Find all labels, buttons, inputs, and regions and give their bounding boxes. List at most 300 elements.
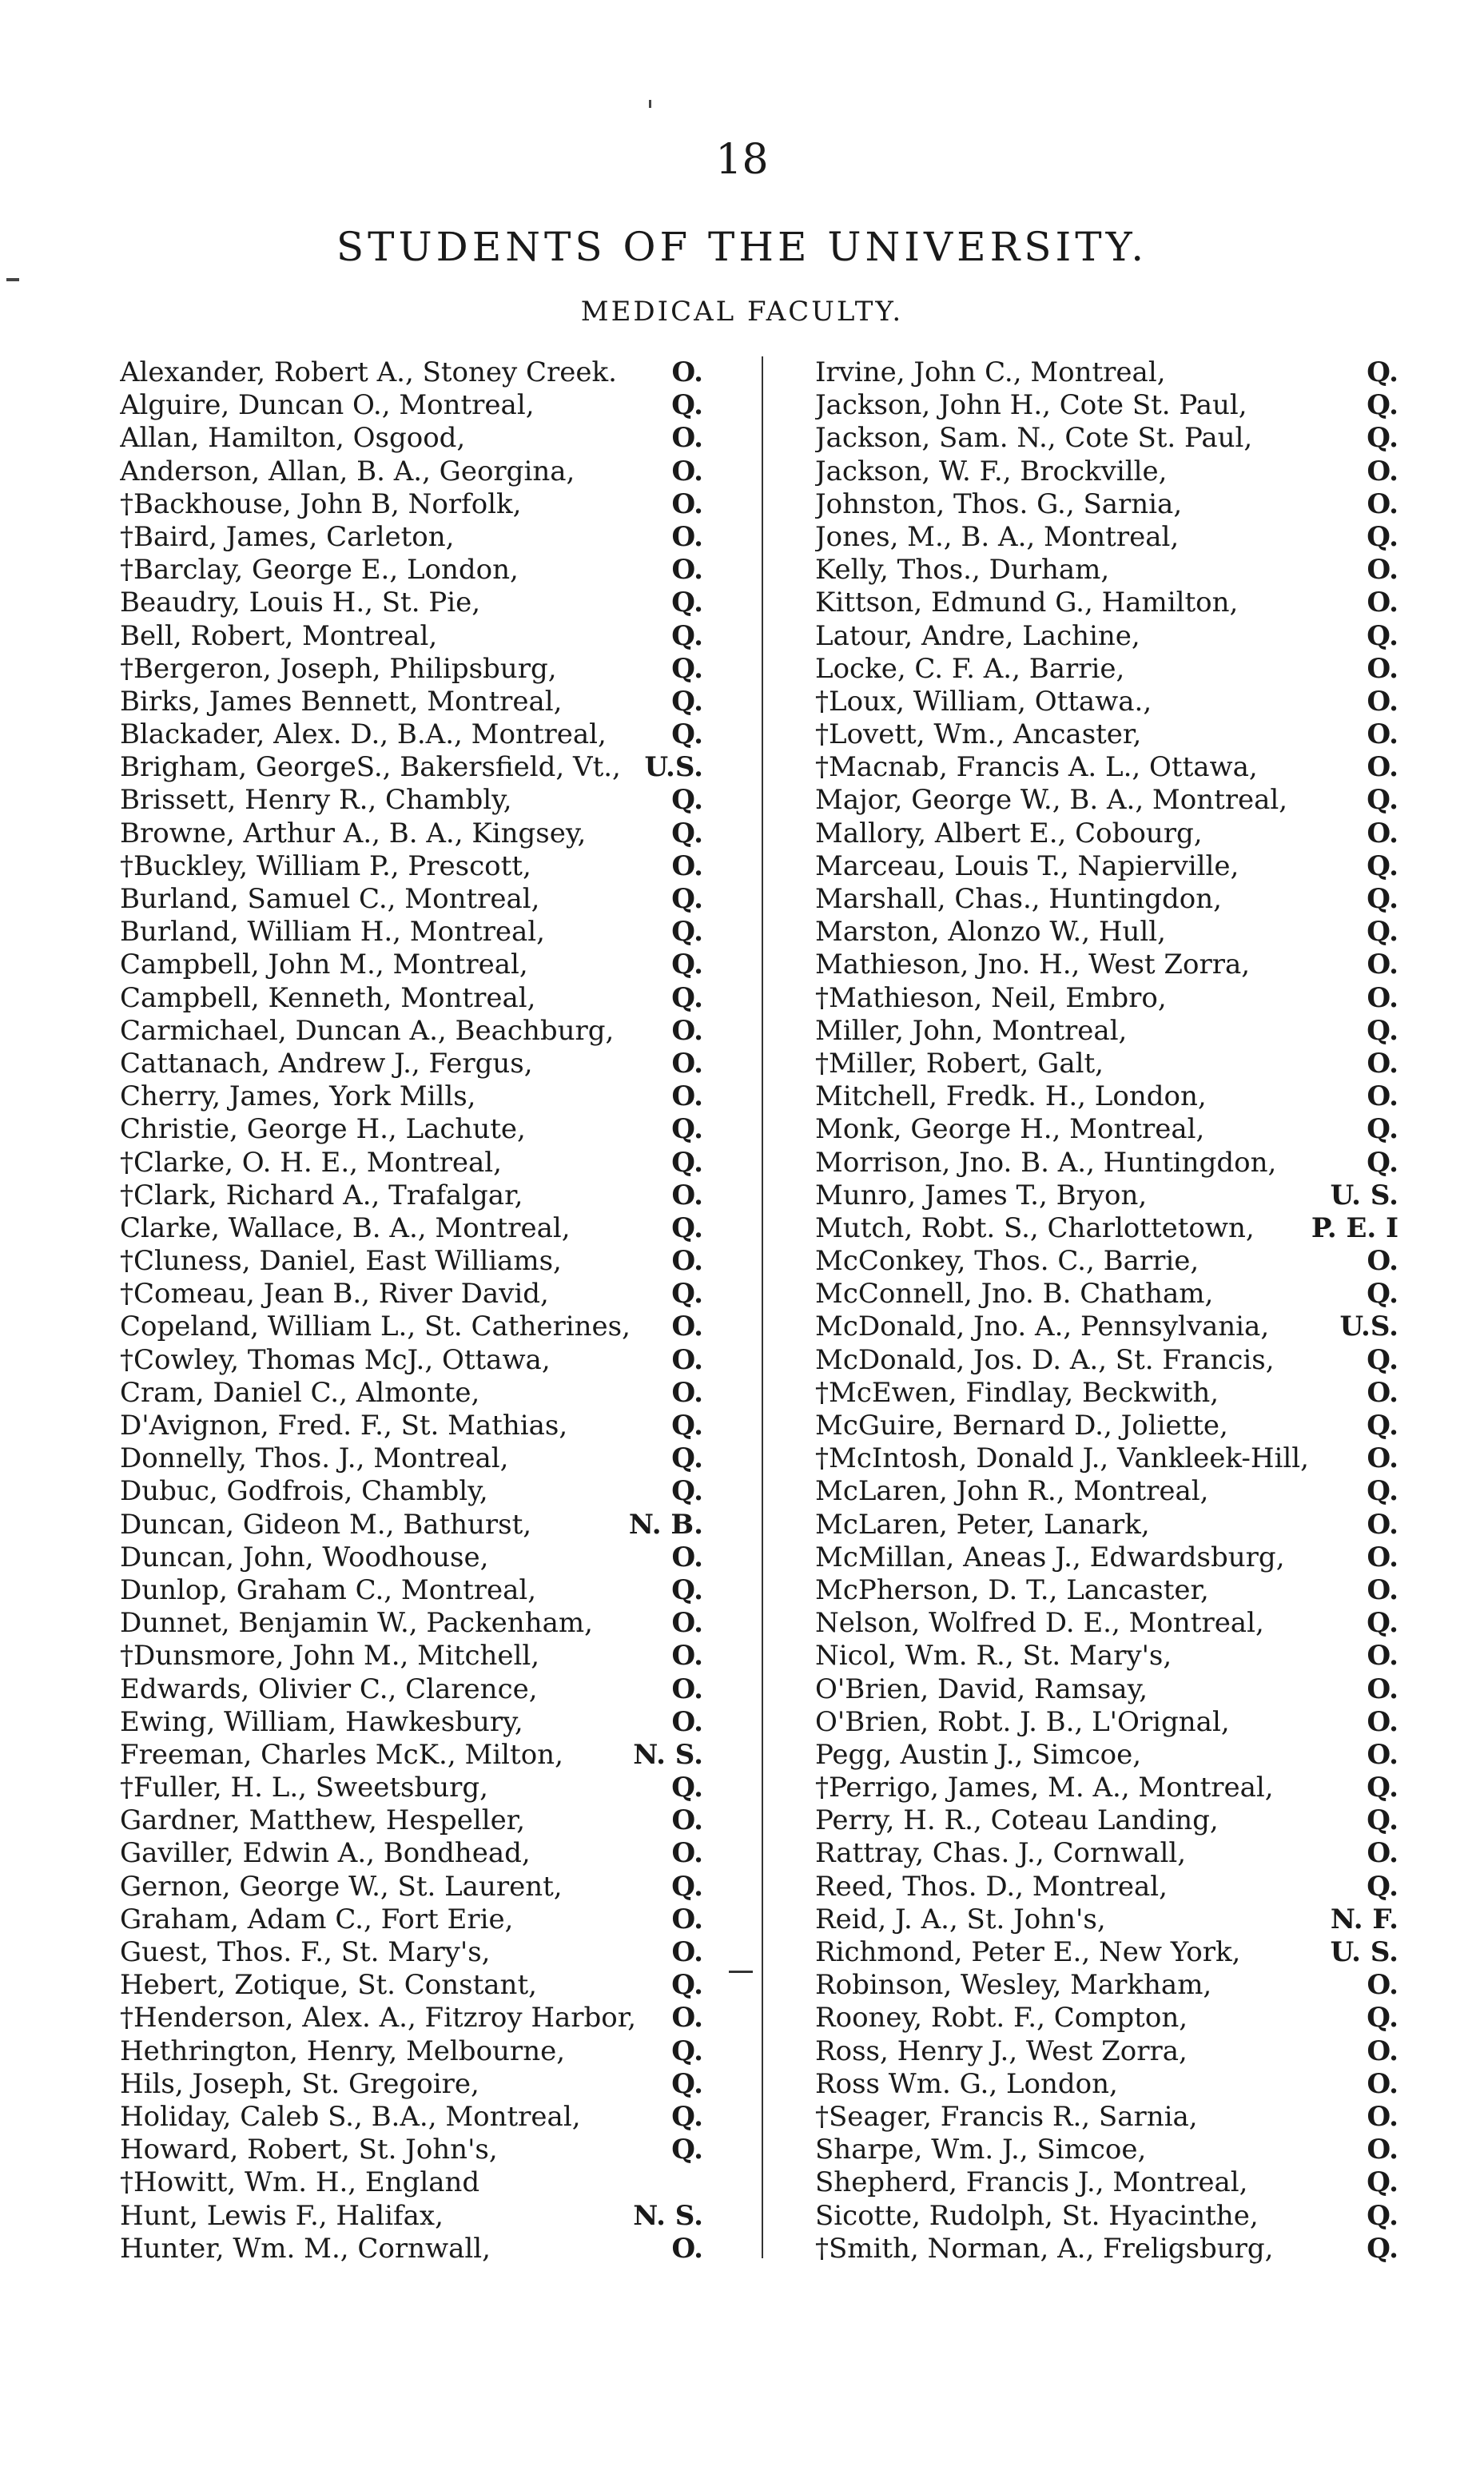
province-code: Q. xyxy=(671,389,703,422)
student-name: Johnston, Thos. G., Sarnia, xyxy=(815,487,1183,520)
student-name: Bell, Robert, Montreal, xyxy=(120,619,438,652)
student-entry xyxy=(120,389,703,422)
student-entry xyxy=(815,1804,1398,1837)
province-code: O. xyxy=(671,1014,703,1047)
province-code: Q. xyxy=(671,685,703,718)
province-code: O. xyxy=(1367,685,1398,718)
student-name: Reed, Thos. D., Montreal, xyxy=(815,1870,1168,1903)
province-code: Q. xyxy=(1367,1278,1398,1311)
province-code: O. xyxy=(671,1311,703,1343)
province-code: Q. xyxy=(671,1969,703,2002)
student-entry xyxy=(815,1377,1398,1410)
student-entry xyxy=(815,1410,1398,1442)
student-entry xyxy=(815,1936,1398,1969)
province-code: O. xyxy=(671,1640,703,1673)
province-code: O. xyxy=(1367,1837,1398,1870)
student-name: McGuire, Bernard D., Joliette, xyxy=(815,1410,1228,1442)
student-name: †Cluness, Daniel, East Williams, xyxy=(120,1245,562,1278)
student-name: Browne, Arthur A., B. A., Kingsey, xyxy=(120,817,587,849)
province-code: O. xyxy=(1367,1969,1398,2002)
student-name: Rattray, Chas. J., Cornwall, xyxy=(815,1837,1187,1870)
province-code: O. xyxy=(1367,554,1398,587)
student-entry xyxy=(120,1344,703,1377)
student-name: Copeland, William L., St. Catherines, xyxy=(120,1311,631,1343)
student-entry xyxy=(120,1607,703,1640)
student-entry xyxy=(120,1541,703,1574)
student-entry xyxy=(120,1212,703,1245)
province-code: Q. xyxy=(671,949,703,981)
student-name: †Buckley, William P., Prescott, xyxy=(120,849,531,882)
student-entry xyxy=(815,2035,1398,2068)
student-name: Ewing, William, Hawkesbury, xyxy=(120,1705,523,1738)
province-code: Q. xyxy=(671,784,703,817)
province-code: O. xyxy=(1367,2100,1398,2133)
province-code: Q. xyxy=(1367,619,1398,652)
student-name: McLaren, John R., Montreal, xyxy=(815,1475,1209,1508)
student-name: Brissett, Henry R., Chambly, xyxy=(120,784,512,817)
student-entry xyxy=(120,1015,703,1048)
student-name: McConnell, Jno. B. Chatham, xyxy=(815,1278,1214,1311)
student-entry xyxy=(815,1179,1398,1212)
province-code: O. xyxy=(671,1837,703,1870)
student-name: Marston, Alonzo W., Hull, xyxy=(815,916,1166,949)
left-column xyxy=(120,356,703,2265)
province-code: O. xyxy=(671,1903,703,1935)
column-divider xyxy=(762,356,763,2258)
student-name: Major, George W., B. A., Montreal, xyxy=(815,784,1288,817)
province-code: Q. xyxy=(671,2067,703,2100)
province-code: Q. xyxy=(671,1475,703,1508)
student-name: †Fuller, H. L., Sweetsburg, xyxy=(120,1772,488,1804)
province-code: Q. xyxy=(671,2035,703,2067)
student-name: Hunter, Wm. M., Cornwall, xyxy=(120,2232,491,2265)
student-name: Hils, Joseph, St. Gregoire, xyxy=(120,2067,479,2100)
student-name: Gernon, George W., St. Laurent, xyxy=(120,1870,563,1903)
student-name: McMillan, Aneas J., Edwardsburg, xyxy=(815,1541,1285,1573)
province-code: Q. xyxy=(671,2100,703,2133)
student-entry xyxy=(815,1574,1398,1607)
print-mark xyxy=(649,100,651,108)
student-name: Jackson, W. F., Brockville, xyxy=(815,455,1168,487)
student-entry xyxy=(815,850,1398,883)
student-entry xyxy=(120,686,703,718)
student-entry xyxy=(815,554,1398,587)
province-code: O. xyxy=(1367,1245,1398,1278)
student-name: Hunt, Lewis F., Halifax, xyxy=(120,2199,444,2232)
student-name: Marceau, Louis T., Napierville, xyxy=(815,849,1239,882)
student-entry xyxy=(120,653,703,686)
province-code: O. xyxy=(671,1705,703,1738)
province-code xyxy=(698,2166,703,2199)
student-entry xyxy=(815,620,1398,653)
student-name: †Cowley, Thomas McJ., Ottawa, xyxy=(120,1343,551,1376)
student-entry xyxy=(120,356,703,389)
student-entry xyxy=(815,1245,1398,1278)
page-number: 18 xyxy=(715,136,769,184)
province-code: Q. xyxy=(671,619,703,652)
province-code: Q. xyxy=(1367,1146,1398,1179)
province-code: Q. xyxy=(671,652,703,685)
student-entry xyxy=(120,2002,703,2035)
student-entry xyxy=(120,2068,703,2101)
province-code: O. xyxy=(671,1673,703,1705)
student-entry xyxy=(815,422,1398,455)
student-entry xyxy=(120,2200,703,2233)
student-name: Carmichael, Duncan A., Beachburg, xyxy=(120,1014,615,1047)
province-code: Q. xyxy=(1367,784,1398,817)
student-entry xyxy=(815,1706,1398,1739)
province-code: O. xyxy=(1367,2067,1398,2100)
province-code: Q. xyxy=(1367,1607,1398,1640)
student-entry xyxy=(120,1903,703,1936)
student-entry xyxy=(120,2134,703,2166)
student-entry xyxy=(120,784,703,817)
student-name: Beaudry, Louis H., St. Pie, xyxy=(120,587,480,619)
student-name: †Smith, Norman, A., Freligsburg, xyxy=(815,2232,1274,2265)
province-code: Q. xyxy=(1367,356,1398,388)
student-entry xyxy=(120,422,703,455)
student-name: Kittson, Edmund G., Hamilton, xyxy=(815,587,1239,619)
student-name: †Henderson, Alex. A., Fitzroy Harbor, xyxy=(120,2002,637,2035)
student-name: Mallory, Albert E., Cobourg, xyxy=(815,817,1203,849)
student-entry xyxy=(815,2200,1398,2233)
province-code: Q. xyxy=(1367,2232,1398,2265)
page-title: STUDENTS OF THE UNIVERSITY. xyxy=(336,224,1148,270)
student-entry xyxy=(120,1871,703,1903)
student-name: Munro, James T., Bryon, xyxy=(815,1179,1148,1211)
province-code: Q. xyxy=(1367,1113,1398,1146)
student-entry xyxy=(815,784,1398,817)
student-entry xyxy=(815,1311,1398,1343)
student-name: Shepherd, Francis J., Montreal, xyxy=(815,2166,1248,2199)
student-name: Ross, Henry J., West Zorra, xyxy=(815,2035,1188,2067)
student-name: O'Brien, David, Ramsay, xyxy=(815,1673,1148,1705)
province-code: O. xyxy=(1367,1673,1398,1705)
student-entry xyxy=(120,1574,703,1607)
student-name: Marshall, Chas., Huntingdon, xyxy=(815,883,1222,915)
student-entry xyxy=(120,1706,703,1739)
student-name: †Loux, William, Ottawa., xyxy=(815,685,1152,718)
student-name: Dunlop, Graham C., Montreal, xyxy=(120,1573,537,1606)
student-name: Guest, Thos. F., St. Mary's, xyxy=(120,1936,491,1968)
student-name: Richmond, Peter E., New York, xyxy=(815,1936,1241,1968)
student-entry xyxy=(815,2233,1398,2265)
student-entry xyxy=(120,850,703,883)
province-code: O. xyxy=(671,487,703,520)
student-entry xyxy=(815,2101,1398,2134)
student-name: †Clark, Richard A., Trafalgar, xyxy=(120,1179,523,1211)
student-name: Alexander, Robert A., Stoney Creek. xyxy=(120,356,617,388)
province-code: O. xyxy=(1367,1047,1398,1080)
student-name: Irvine, John C., Montreal, xyxy=(815,356,1166,388)
province-code: U.S. xyxy=(1339,1311,1398,1343)
province-code: O. xyxy=(671,1541,703,1573)
student-name: D'Avignon, Fred. F., St. Mathias, xyxy=(120,1410,568,1442)
student-entry xyxy=(815,1442,1398,1475)
student-name: †Barclay, George E., London, xyxy=(120,554,519,587)
student-name: †Backhouse, John B, Norfolk, xyxy=(120,487,522,520)
province-code: O. xyxy=(1367,487,1398,520)
student-name: Robinson, Wesley, Markham, xyxy=(815,1969,1212,2002)
province-code: O. xyxy=(671,1936,703,1968)
student-entry xyxy=(815,916,1398,949)
student-entry xyxy=(815,718,1398,751)
student-entry xyxy=(815,389,1398,422)
student-name: Brigham, GeorgeS., Bakersfield, Vt., xyxy=(120,751,621,784)
student-name: Kelly, Thos., Durham, xyxy=(815,554,1110,587)
province-code: Q. xyxy=(671,1410,703,1442)
province-code: Q. xyxy=(1367,1014,1398,1047)
student-name: Perry, H. R., Coteau Landing, xyxy=(815,1804,1219,1837)
student-entry xyxy=(120,1509,703,1541)
province-code: Q. xyxy=(1367,1772,1398,1804)
province-code: N. S. xyxy=(633,1738,703,1771)
province-code: O. xyxy=(1367,1573,1398,1606)
province-code: Q. xyxy=(671,1146,703,1179)
student-entry xyxy=(120,1278,703,1311)
province-code: Q. xyxy=(671,1442,703,1475)
student-entry xyxy=(815,356,1398,389)
student-name: Sicotte, Rudolph, St. Hyacinthe, xyxy=(815,2199,1259,2232)
student-name: Edwards, Olivier C., Clarence, xyxy=(120,1673,538,1705)
province-code: U.S. xyxy=(644,751,703,784)
province-code: Q. xyxy=(1367,422,1398,455)
province-code: Q. xyxy=(1367,520,1398,553)
student-entry xyxy=(815,686,1398,718)
student-name: Freeman, Charles McK., Milton, xyxy=(120,1738,563,1771)
province-code: Q. xyxy=(1367,2002,1398,2035)
student-entry xyxy=(815,653,1398,686)
right-column xyxy=(815,356,1398,2265)
student-entry xyxy=(815,1509,1398,1541)
student-entry xyxy=(815,1015,1398,1048)
student-entry xyxy=(815,1640,1398,1673)
student-name: Burland, William H., Montreal, xyxy=(120,916,545,949)
province-code: Q. xyxy=(1367,1475,1398,1508)
student-name: McPherson, D. T., Lancaster, xyxy=(815,1573,1209,1606)
province-code: O. xyxy=(671,356,703,388)
province-code: O. xyxy=(1367,587,1398,619)
student-entry xyxy=(815,1113,1398,1146)
student-name: †McEwen, Findlay, Beckwith, xyxy=(815,1376,1219,1409)
student-entry xyxy=(120,1640,703,1673)
student-name: Jackson, Sam. N., Cote St. Paul, xyxy=(815,422,1253,455)
student-name: †Comeau, Jean B., River David, xyxy=(120,1278,549,1311)
province-code: Q. xyxy=(1367,1410,1398,1442)
student-name: Mutch, Robt. S., Charlottetown, xyxy=(815,1211,1255,1244)
student-entry xyxy=(815,488,1398,521)
student-entry xyxy=(120,1837,703,1870)
student-entry xyxy=(120,1245,703,1278)
student-name: Mitchell, Fredk. H., London, xyxy=(815,1080,1207,1113)
student-entry xyxy=(120,488,703,521)
province-code: O. xyxy=(1367,455,1398,487)
student-entry xyxy=(815,1871,1398,1903)
province-code: Q. xyxy=(1367,1804,1398,1837)
student-name: Pegg, Austin J., Simcoe, xyxy=(815,1738,1142,1771)
province-code: O. xyxy=(1367,1080,1398,1113)
province-code: O. xyxy=(671,422,703,455)
student-entry xyxy=(815,1673,1398,1706)
province-code: O. xyxy=(1367,1508,1398,1541)
student-name: Campbell, John M., Montreal, xyxy=(120,949,528,981)
student-entry xyxy=(815,751,1398,784)
province-code: O. xyxy=(1367,981,1398,1014)
student-name: Miller, John, Montreal, xyxy=(815,1014,1128,1047)
province-code: N. B. xyxy=(628,1508,703,1541)
student-entry xyxy=(815,2166,1398,2199)
student-entry xyxy=(815,455,1398,488)
province-code: U. S. xyxy=(1330,1936,1398,1968)
province-code: P. E. I xyxy=(1311,1211,1398,1244)
student-name: †Macnab, Francis A. L., Ottawa, xyxy=(815,751,1258,784)
student-name: Alguire, Duncan O., Montreal, xyxy=(120,389,535,422)
student-name: McLaren, Peter, Lanark, xyxy=(815,1508,1150,1541)
province-code: Q. xyxy=(671,981,703,1014)
student-name: Clarke, Wallace, B. A., Montreal, xyxy=(120,1211,571,1244)
student-entry xyxy=(120,1936,703,1969)
student-entry xyxy=(120,982,703,1015)
province-code: Q. xyxy=(1367,389,1398,422)
student-entry xyxy=(120,817,703,850)
province-code: Q. xyxy=(671,2134,703,2166)
province-code: O. xyxy=(1367,817,1398,849)
student-name: Morrison, Jno. B. A., Huntingdon, xyxy=(815,1146,1277,1179)
student-entry xyxy=(120,1410,703,1442)
province-code: O. xyxy=(1367,1541,1398,1573)
student-name: Allan, Hamilton, Osgood, xyxy=(120,422,466,455)
student-name: Christie, George H., Lachute, xyxy=(120,1113,526,1146)
student-entry xyxy=(120,1179,703,1212)
student-name: Gaviller, Edwin A., Bondhead, xyxy=(120,1837,531,1870)
student-name: Cattanach, Andrew J., Fergus, xyxy=(120,1047,533,1080)
province-code: O. xyxy=(1367,1640,1398,1673)
student-entry xyxy=(815,1475,1398,1508)
province-code: Q. xyxy=(671,1113,703,1146)
student-name: Duncan, Gideon M., Bathurst, xyxy=(120,1508,532,1541)
province-code: Q. xyxy=(671,587,703,619)
student-entry xyxy=(120,1673,703,1706)
student-entry xyxy=(120,521,703,554)
student-name: McDonald, Jos. D. A., St. Francis, xyxy=(815,1343,1275,1376)
student-entry xyxy=(120,554,703,587)
student-entry xyxy=(120,1442,703,1475)
province-code: O. xyxy=(1367,2134,1398,2166)
student-name: †Clarke, O. H. E., Montreal, xyxy=(120,1146,502,1179)
student-name: Nicol, Wm. R., St. Mary's, xyxy=(815,1640,1172,1673)
province-code: N. F. xyxy=(1330,1903,1398,1935)
student-name: Hethrington, Henry, Melbourne, xyxy=(120,2035,566,2067)
student-entry xyxy=(120,1475,703,1508)
student-name: Howard, Robert, St. John's, xyxy=(120,2134,498,2166)
margin-mark xyxy=(6,278,19,281)
province-code: O. xyxy=(1367,1376,1398,1409)
province-code: O. xyxy=(671,1245,703,1278)
student-name: Burland, Samuel C., Montreal, xyxy=(120,883,540,915)
student-entry xyxy=(815,883,1398,916)
student-name: Duncan, John, Woodhouse, xyxy=(120,1541,489,1573)
province-code: O. xyxy=(671,1607,703,1640)
province-code: O. xyxy=(1367,1442,1398,1475)
student-name: †Seager, Francis R., Sarnia, xyxy=(815,2100,1198,2133)
province-code: Q. xyxy=(1367,2166,1398,2199)
student-entry xyxy=(120,1113,703,1146)
province-code: O. xyxy=(671,1047,703,1080)
student-entry xyxy=(120,587,703,619)
student-entry xyxy=(815,1278,1398,1311)
student-entry xyxy=(120,883,703,916)
province-code: O. xyxy=(671,849,703,882)
student-entry xyxy=(120,2101,703,2134)
province-code: O. xyxy=(671,520,703,553)
student-entry xyxy=(120,1311,703,1343)
student-entry xyxy=(120,751,703,784)
student-name: Campbell, Kenneth, Montreal, xyxy=(120,981,536,1014)
student-entry xyxy=(120,1048,703,1080)
student-name: †Dunsmore, John M., Mitchell, xyxy=(120,1640,540,1673)
student-entry xyxy=(120,949,703,981)
student-entry xyxy=(120,718,703,751)
student-name: †Bergeron, Joseph, Philipsburg, xyxy=(120,652,557,685)
student-name: †Perrigo, James, M. A., Montreal, xyxy=(815,1772,1274,1804)
student-entry xyxy=(815,2002,1398,2035)
student-name: Dunnet, Benjamin W., Packenham, xyxy=(120,1607,593,1640)
student-entry xyxy=(815,1212,1398,1245)
province-code: Q. xyxy=(671,1278,703,1311)
student-entry xyxy=(815,521,1398,554)
student-entry xyxy=(120,2035,703,2068)
student-name: †Lovett, Wm., Ancaster, xyxy=(815,718,1142,751)
student-name: Cherry, James, York Mills, xyxy=(120,1080,476,1113)
student-name: Jackson, John H., Cote St. Paul, xyxy=(815,389,1247,422)
student-entry xyxy=(120,1804,703,1837)
province-code: O. xyxy=(671,1804,703,1837)
student-name: Nelson, Wolfred D. E., Montreal, xyxy=(815,1607,1264,1640)
student-name: McConkey, Thos. C., Barrie, xyxy=(815,1245,1200,1278)
student-name: McDonald, Jno. A., Pennsylvania, xyxy=(815,1311,1270,1343)
student-entry xyxy=(120,916,703,949)
student-entry xyxy=(120,1147,703,1179)
province-code: Q. xyxy=(1367,1870,1398,1903)
student-name: Graham, Adam C., Fort Erie, xyxy=(120,1903,514,1935)
province-code: O. xyxy=(671,1179,703,1211)
student-name: Hebert, Zotique, St. Constant, xyxy=(120,1969,537,2002)
student-name: Gardner, Matthew, Hespeller, xyxy=(120,1804,526,1837)
student-entry xyxy=(815,1541,1398,1574)
province-code: Q. xyxy=(671,1870,703,1903)
student-entry xyxy=(815,1048,1398,1080)
province-code: Q. xyxy=(671,718,703,751)
student-name: Sharpe, Wm. J., Simcoe, xyxy=(815,2134,1147,2166)
province-code: U. S. xyxy=(1330,1179,1398,1211)
student-name: Blackader, Alex. D., B.A., Montreal, xyxy=(120,718,607,751)
student-entry xyxy=(120,1377,703,1410)
province-code: Q. xyxy=(1367,1343,1398,1376)
student-name: †Mathieson, Neil, Embro, xyxy=(815,981,1167,1014)
province-code: O. xyxy=(671,455,703,487)
province-code: O. xyxy=(1367,652,1398,685)
province-code: Q. xyxy=(1367,2199,1398,2232)
student-name: Birks, James Bennett, Montreal, xyxy=(120,685,563,718)
student-name: Holiday, Caleb S., B.A., Montreal, xyxy=(120,2100,581,2133)
student-entry xyxy=(815,982,1398,1015)
student-entry xyxy=(120,1080,703,1113)
province-code: O. xyxy=(671,2002,703,2035)
student-entry xyxy=(120,2233,703,2265)
province-code: Q. xyxy=(671,1573,703,1606)
student-name: Donnelly, Thos. J., Montreal, xyxy=(120,1442,509,1475)
student-name: Monk, George H., Montreal, xyxy=(815,1113,1205,1146)
